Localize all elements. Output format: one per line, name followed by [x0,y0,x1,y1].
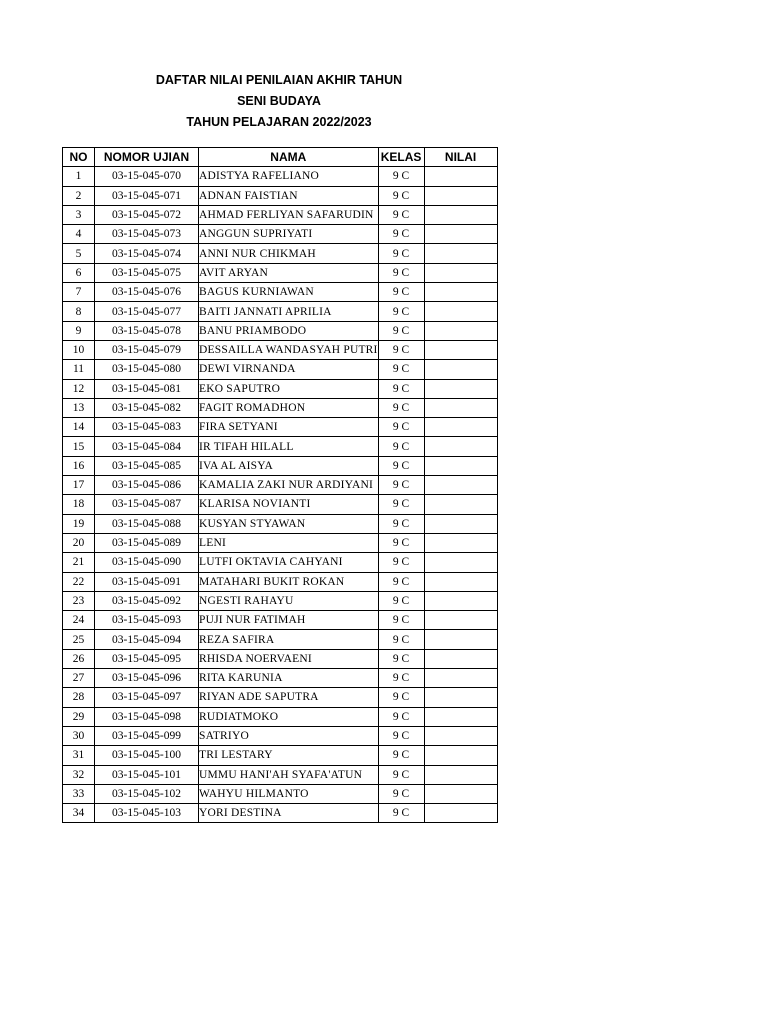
class-cell: 9 C [378,804,424,823]
class-cell: 9 C [378,379,424,398]
grade-cell [424,321,497,340]
student-name: ANNI NUR CHIKMAH [199,244,379,263]
class-cell: 9 C [378,476,424,495]
class-cell: 9 C [378,495,424,514]
grade-cell [424,244,497,263]
row-number: 28 [63,688,95,707]
table-row [63,688,498,707]
class-cell: 9 C [378,611,424,630]
row-number: 26 [63,649,95,668]
grade-cell [424,707,497,726]
table-row [63,437,498,456]
grade-cell [424,283,497,302]
class-cell: 9 C [378,186,424,205]
row-number: 29 [63,707,95,726]
student-name: BAGUS KURNIAWAN [199,283,379,302]
exam-number: 03-15-045-070 [95,167,199,186]
student-name: ADNAN FAISTIAN [199,186,379,205]
grade-cell [424,630,497,649]
table-body [63,167,498,823]
student-name: EKO SAPUTRO [199,379,379,398]
table-row [63,495,498,514]
class-cell: 9 C [378,167,424,186]
table-row [63,611,498,630]
row-number: 11 [63,360,95,379]
exam-number: 03-15-045-081 [95,379,199,398]
table-row [63,244,498,263]
student-name: UMMU HANI'AH SYAFA'ATUN [199,765,379,784]
class-cell: 9 C [378,669,424,688]
grade-cell [424,746,497,765]
column-header-nama: NAMA [199,148,379,167]
class-cell: 9 C [378,302,424,321]
table-row [63,283,498,302]
grade-cell [424,533,497,552]
class-cell: 9 C [378,726,424,745]
grade-cell [424,186,497,205]
row-number: 33 [63,784,95,803]
table-row [63,205,498,224]
grade-cell [424,302,497,321]
student-name: DEWI VIRNANDA [199,360,379,379]
exam-number: 03-15-045-087 [95,495,199,514]
student-name: DESSAILLA WANDASYAH PUTRI [199,340,379,359]
exam-number: 03-15-045-099 [95,726,199,745]
grade-cell [424,804,497,823]
student-name: YORI DESTINA [199,804,379,823]
student-name: BAITI JANNATI APRILIA [199,302,379,321]
grade-cell [424,688,497,707]
student-name: IR TIFAH HILALL [199,437,379,456]
grade-cell [424,205,497,224]
student-name: BANU PRIAMBODO [199,321,379,340]
table-row [63,225,498,244]
grade-cell [424,167,497,186]
class-cell: 9 C [378,553,424,572]
student-name: LENI [199,533,379,552]
grade-cell [424,437,497,456]
row-number: 17 [63,476,95,495]
exam-number: 03-15-045-085 [95,456,199,475]
class-cell: 9 C [378,514,424,533]
exam-number: 03-15-045-072 [95,205,199,224]
row-number: 14 [63,418,95,437]
row-number: 6 [63,263,95,282]
exam-number: 03-15-045-073 [95,225,199,244]
table-row [63,340,498,359]
row-number: 13 [63,398,95,417]
class-cell: 9 C [378,398,424,417]
table-row [63,765,498,784]
row-number: 20 [63,533,95,552]
exam-number: 03-15-045-074 [95,244,199,263]
grade-cell [424,225,497,244]
row-number: 10 [63,340,95,359]
student-name: RITA KARUNIA [199,669,379,688]
table-row [63,379,498,398]
row-number: 5 [63,244,95,263]
table-row [63,398,498,417]
grades-table [62,147,498,823]
column-header-kelas: KELAS [378,148,424,167]
table-row [63,186,498,205]
table-row [63,167,498,186]
table-row [63,707,498,726]
student-name: FIRA SETYANI [199,418,379,437]
exam-number: 03-15-045-083 [95,418,199,437]
exam-number: 03-15-045-098 [95,707,199,726]
class-cell: 9 C [378,225,424,244]
table-row [63,302,498,321]
column-header-nilai: NILAI [424,148,497,167]
grade-cell [424,456,497,475]
class-cell: 9 C [378,418,424,437]
row-number: 3 [63,205,95,224]
table-row [63,630,498,649]
class-cell: 9 C [378,707,424,726]
table-row [63,360,498,379]
grade-cell [424,726,497,745]
row-number: 7 [63,283,95,302]
exam-number: 03-15-045-080 [95,360,199,379]
row-number: 1 [63,167,95,186]
grade-cell [424,263,497,282]
table-row [63,418,498,437]
document-title: DAFTAR NILAI PENILAIAN AKHIR TAHUN [155,73,403,87]
row-number: 21 [63,553,95,572]
table-row [63,553,498,572]
grade-cell [424,476,497,495]
row-number: 8 [63,302,95,321]
student-name: RIYAN ADE SAPUTRA [199,688,379,707]
class-cell: 9 C [378,437,424,456]
table-row [63,533,498,552]
student-name: WAHYU HILMANTO [199,784,379,803]
class-cell: 9 C [378,283,424,302]
class-cell: 9 C [378,244,424,263]
table-row [63,321,498,340]
student-name: LUTFI OKTAVIA CAHYANI [199,553,379,572]
exam-number: 03-15-045-090 [95,553,199,572]
student-name: ADISTYA RAFELIANO [199,167,379,186]
row-number: 9 [63,321,95,340]
exam-number: 03-15-045-089 [95,533,199,552]
row-number: 23 [63,591,95,610]
student-name: MATAHARI BUKIT ROKAN [199,572,379,591]
class-cell: 9 C [378,784,424,803]
table-row [63,456,498,475]
document-header [62,70,496,133]
exam-number: 03-15-045-075 [95,263,199,282]
subject-title: SENI BUDAYA [237,94,321,108]
student-name: KUSYAN STYAWAN [199,514,379,533]
class-cell: 9 C [378,533,424,552]
class-cell: 9 C [378,746,424,765]
exam-number: 03-15-045-092 [95,591,199,610]
grade-cell [424,553,497,572]
grade-cell [424,611,497,630]
student-name: SATRIYO [199,726,379,745]
row-number: 27 [63,669,95,688]
exam-number: 03-15-045-071 [95,186,199,205]
row-number: 19 [63,514,95,533]
exam-number: 03-15-045-097 [95,688,199,707]
exam-number: 03-15-045-077 [95,302,199,321]
exam-number: 03-15-045-095 [95,649,199,668]
table-row [63,804,498,823]
student-name: AHMAD FERLIYAN SAFARUDIN [199,205,379,224]
student-name: REZA SAFIRA [199,630,379,649]
class-cell: 9 C [378,360,424,379]
class-cell: 9 C [378,456,424,475]
class-cell: 9 C [378,263,424,282]
row-number: 31 [63,746,95,765]
student-name: ANGGUN SUPRIYATI [199,225,379,244]
class-cell: 9 C [378,765,424,784]
row-number: 16 [63,456,95,475]
grade-cell [424,514,497,533]
exam-number: 03-15-045-093 [95,611,199,630]
grade-cell [424,495,497,514]
row-number: 2 [63,186,95,205]
grade-cell [424,418,497,437]
class-cell: 9 C [378,572,424,591]
exam-number: 03-15-045-100 [95,746,199,765]
row-number: 25 [63,630,95,649]
student-name: IVA AL AISYA [199,456,379,475]
table-row [63,263,498,282]
grade-cell [424,765,497,784]
exam-number: 03-15-045-102 [95,784,199,803]
grade-cell [424,398,497,417]
table-row [63,726,498,745]
class-cell: 9 C [378,630,424,649]
class-cell: 9 C [378,649,424,668]
table-header-row [63,148,498,167]
student-name: FAGIT ROMADHON [199,398,379,417]
exam-number: 03-15-045-076 [95,283,199,302]
grade-cell [424,340,497,359]
exam-number: 03-15-045-079 [95,340,199,359]
class-cell: 9 C [378,340,424,359]
exam-number: 03-15-045-088 [95,514,199,533]
academic-year: TAHUN PELAJARAN 2022/2023 [186,115,372,129]
exam-number: 03-15-045-091 [95,572,199,591]
row-number: 4 [63,225,95,244]
student-name: RHISDA NOERVAENI [199,649,379,668]
grade-cell [424,379,497,398]
table-row [63,572,498,591]
student-name: NGESTI RAHAYU [199,591,379,610]
exam-number: 03-15-045-082 [95,398,199,417]
row-number: 15 [63,437,95,456]
student-name: KLARISA NOVIANTI [199,495,379,514]
table-row [63,514,498,533]
exam-number: 03-15-045-078 [95,321,199,340]
exam-number: 03-15-045-084 [95,437,199,456]
grade-cell [424,669,497,688]
row-number: 30 [63,726,95,745]
table-row [63,784,498,803]
table-row [63,591,498,610]
grade-cell [424,360,497,379]
class-cell: 9 C [378,688,424,707]
student-name: TRI LESTARY [199,746,379,765]
grade-cell [424,649,497,668]
table-row [63,746,498,765]
row-number: 32 [63,765,95,784]
exam-number: 03-15-045-094 [95,630,199,649]
exam-number: 03-15-045-096 [95,669,199,688]
grade-cell [424,784,497,803]
grade-cell [424,591,497,610]
grade-cell [424,572,497,591]
student-name: PUJI NUR FATIMAH [199,611,379,630]
table-row [63,669,498,688]
column-header-no: NO [63,148,95,167]
row-number: 18 [63,495,95,514]
student-name: KAMALIA ZAKI NUR ARDIYANI [199,476,379,495]
class-cell: 9 C [378,321,424,340]
exam-number: 03-15-045-103 [95,804,199,823]
row-number: 24 [63,611,95,630]
column-header-nomor-ujian: NOMOR UJIAN [95,148,199,167]
class-cell: 9 C [378,205,424,224]
student-name: AVIT ARYAN [199,263,379,282]
exam-number: 03-15-045-086 [95,476,199,495]
table-row [63,476,498,495]
class-cell: 9 C [378,591,424,610]
row-number: 22 [63,572,95,591]
table-row [63,649,498,668]
exam-number: 03-15-045-101 [95,765,199,784]
row-number: 12 [63,379,95,398]
student-name: RUDIATMOKO [199,707,379,726]
row-number: 34 [63,804,95,823]
